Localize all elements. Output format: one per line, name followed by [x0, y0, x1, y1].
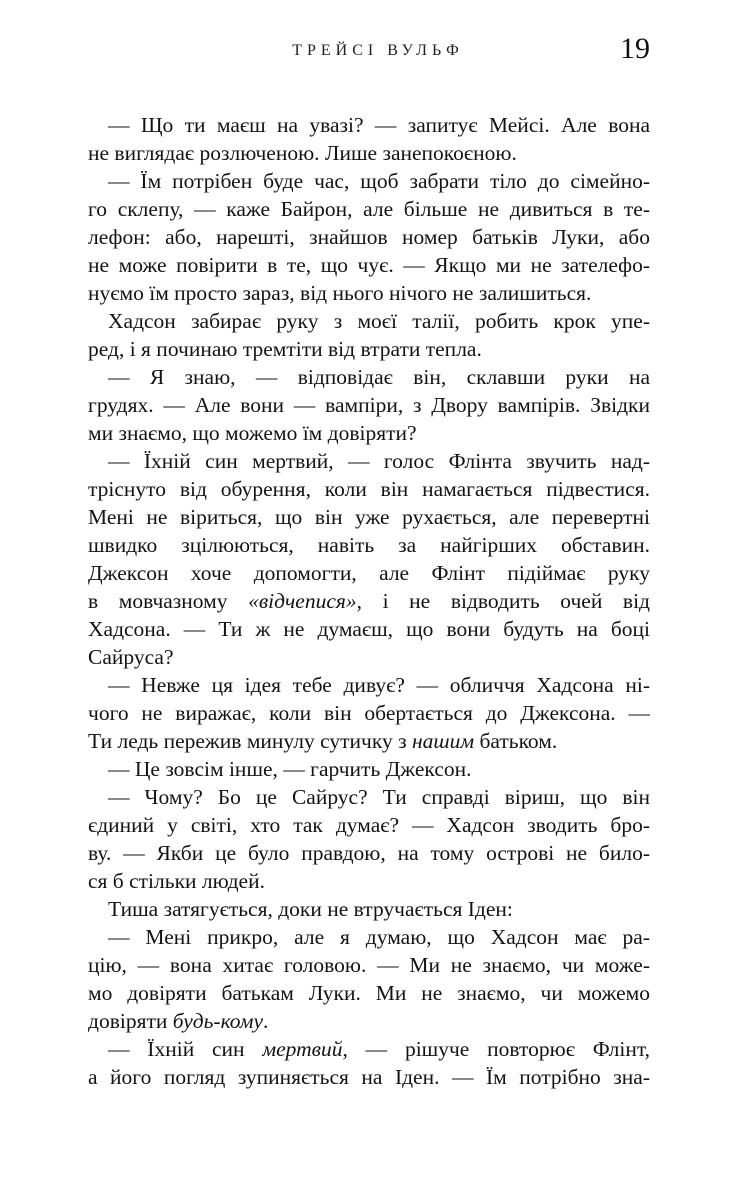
text-segment: ву. — Якби це було правдою, на тому острові не било- — [88, 841, 650, 865]
text-line — [88, 951, 650, 979]
text-segment: Джексон хоче допомогти, але Флінт підіймає руку — [88, 561, 650, 585]
text-segment: батьком. — [474, 729, 558, 753]
text-line — [88, 503, 650, 531]
text-line — [88, 1035, 650, 1063]
text-line — [88, 587, 650, 615]
text-segment: Тиша затягується, доки не втручається Іден: — [108, 897, 513, 921]
text-segment: єдиний у світі, хто так думає? — Хадсон зводить бро- — [88, 813, 650, 837]
text-segment: , і не відводить очей від — [356, 589, 650, 613]
text-line — [88, 839, 650, 867]
text-line — [88, 195, 650, 223]
text-segment: Хадсон забирає руку з моєї талії, робить крок упе- — [108, 309, 650, 333]
text-segment: чого не виражає, коли він обертається до Джексона. — — [88, 701, 650, 725]
text-line — [88, 139, 650, 167]
text-line — [88, 783, 650, 811]
text-segment: ред, і я починаю тремтіти від втрати тепла. — [88, 337, 482, 361]
text-segment: — Їхній син мертвий, — голос Флінта звучить над- — [108, 449, 650, 473]
text-segment: го склепу, — каже Байрон, але більше не дивиться в те- — [88, 197, 650, 221]
text-line — [88, 1007, 650, 1035]
emphasized-text: «відчепися» — [248, 589, 357, 613]
emphasized-text: мертвий — [262, 1037, 343, 1061]
text-segment: ми знаємо, що можемо їм довіряти? — [88, 421, 417, 445]
text-segment: — Мені прикро, але я думаю, що Хадсон має ра- — [108, 925, 650, 949]
text-block — [88, 111, 650, 1091]
text-line — [88, 979, 650, 1007]
text-segment: , — рішуче повторює Флінт, — [342, 1037, 650, 1061]
text-line — [88, 559, 650, 587]
text-segment: нуємо їм просто зараз, від нього нічого не залишиться. — [88, 281, 592, 305]
text-segment: цію, — вона хитає головою. — Ми не знаємо, чи може- — [88, 953, 650, 977]
text-segment: мо довіряти батькам Луки. Ми не знаємо, чи можемо — [88, 981, 650, 1005]
text-segment: — Я знаю, — відповідає він, склавши руки на — [108, 365, 650, 389]
text-segment: — Їхній син — [108, 1037, 263, 1061]
text-line — [88, 699, 650, 727]
text-segment: — Це зовсім інше, — гарчить Джексон. — [108, 757, 472, 781]
text-line — [88, 531, 650, 559]
text-line — [88, 923, 650, 951]
text-line — [88, 335, 650, 363]
text-segment: — Чому? Бо це Сайрус? Ти справді віриш, що він — [108, 785, 650, 809]
text-segment: лефон: або, нарешті, знайшов номер батьків Луки, або — [88, 225, 650, 249]
text-segment: а його погляд зупиняється на Іден. — Їм потрібно зна- — [88, 1065, 650, 1089]
text-line — [88, 811, 650, 839]
text-segment: не виглядає розлюченою. Лише занепокоєною. — [88, 141, 517, 165]
text-line — [88, 727, 650, 755]
text-segment: Сайруса? — [88, 645, 174, 669]
text-line — [88, 307, 650, 335]
text-line — [88, 615, 650, 643]
text-line — [88, 419, 650, 447]
text-line — [88, 671, 650, 699]
page-number: 19 — [620, 32, 650, 65]
emphasized-text: будь-кому — [172, 1009, 263, 1033]
running-head — [0, 34, 756, 68]
text-line — [88, 447, 650, 475]
text-line — [88, 111, 650, 139]
text-segment: — Що ти маєш на увазі? — запитує Мейсі. Але вона — [108, 113, 650, 137]
running-header-author: ТРЕЙСІ ВУЛЬФ — [292, 42, 464, 59]
text-line — [88, 643, 650, 671]
text-segment: грудях. — Але вони — вампіри, з Двору вампірів. Звідки — [88, 393, 650, 417]
text-segment: довіряти — [88, 1009, 173, 1033]
text-segment: — Їм потрібен буде час, щоб забрати тіло до сімейно- — [108, 169, 650, 193]
text-line — [88, 895, 650, 923]
text-line — [88, 167, 650, 195]
text-segment: не може повірити в те, що чує. — Якщо ми не зателефо- — [88, 253, 650, 277]
text-line — [88, 867, 650, 895]
text-line — [88, 223, 650, 251]
text-segment: — Невже ця ідея тебе дивує? — обличчя Хадсона ні- — [108, 673, 650, 697]
text-segment: Мені не віриться, що він уже рухається, але перевертні — [88, 505, 650, 529]
text-segment: швидко зцілюються, навіть за найгірших обставин. — [88, 533, 650, 557]
text-segment: ся б стільки людей. — [88, 869, 265, 893]
text-segment: Ти ледь пережив минулу сутичку з — [88, 729, 412, 753]
text-segment: Хадсона. — Ти ж не думаєш, що вони будуть на боці — [88, 617, 650, 641]
text-line — [88, 755, 650, 783]
text-line — [88, 475, 650, 503]
text-line — [88, 363, 650, 391]
emphasized-text: нашим — [411, 729, 475, 753]
text-segment: в мовчазному — [88, 589, 249, 613]
text-segment: тріснуто від обурення, коли він намагається підвестися. — [88, 477, 650, 501]
text-line — [88, 279, 650, 307]
text-line — [88, 251, 650, 279]
text-line — [88, 391, 650, 419]
text-segment: . — [263, 1009, 269, 1033]
text-line — [88, 1063, 650, 1091]
